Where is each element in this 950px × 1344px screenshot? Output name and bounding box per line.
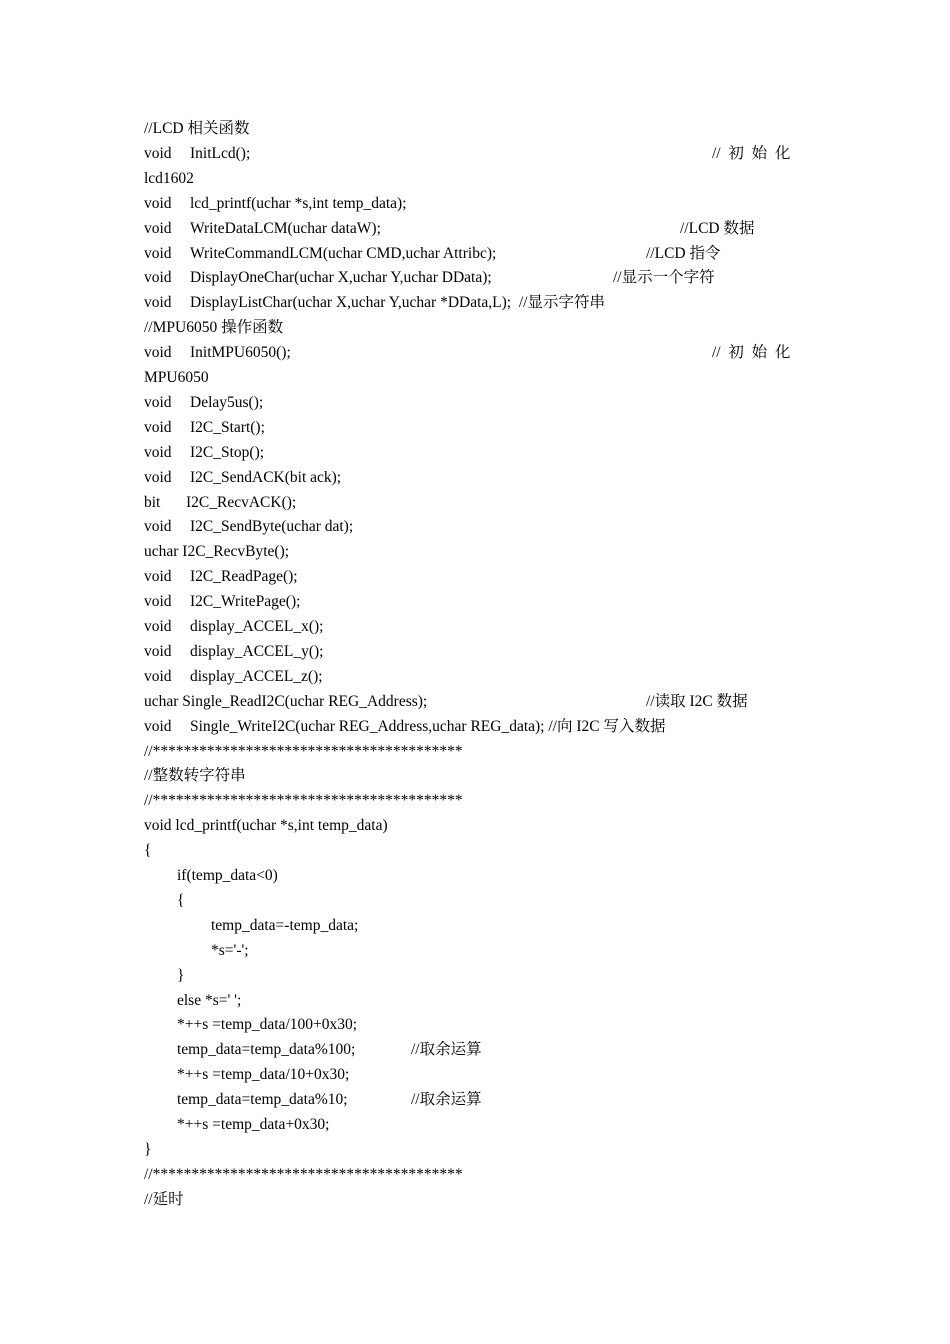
code-line <box>0 788 950 813</box>
code-line <box>0 1087 950 1112</box>
code-line <box>0 639 950 664</box>
code-line <box>0 888 950 913</box>
code-line <box>0 988 950 1013</box>
code-line-kw: void <box>144 618 172 635</box>
code-line-i2: *s='-'; <box>211 941 249 959</box>
code-line-kw: void <box>144 593 172 611</box>
code-line-fn: lcd_printf(uchar *s,int temp_data); <box>190 194 407 212</box>
code-line-fn: DisplayOneChar(uchar X,uchar Y,uchar DData); <box>190 269 492 287</box>
code-line-kw: void <box>144 642 172 660</box>
code-line <box>0 365 950 390</box>
code-line-fn: I2C_Start(); <box>190 418 265 436</box>
code-line-i1: if(temp_data<0) <box>177 867 278 884</box>
code-line <box>0 963 950 988</box>
code-line <box>0 589 950 614</box>
code-line <box>0 1012 950 1037</box>
code-line-inl: //取余运算 <box>411 1091 482 1109</box>
code-line <box>0 1187 950 1212</box>
code-line-i2: temp_data=-temp_data; <box>211 916 359 934</box>
code-line-cm: // 初 始 化 <box>712 344 791 362</box>
code-line-fn: InitLcd(); <box>190 144 251 162</box>
code-line-fn: I2C_SendByte(uchar dat); <box>190 518 354 536</box>
code-line-fn: I2C_SendACK(bit ack); <box>190 468 342 486</box>
code-line-t: //延时 <box>144 1190 184 1208</box>
code-line-t: //**************************************** <box>144 792 463 810</box>
code-line <box>0 664 950 689</box>
code-line-t: uchar I2C_RecvByte(); <box>144 543 290 561</box>
code-line <box>0 739 950 764</box>
code-line <box>0 465 950 490</box>
code-line <box>0 315 950 340</box>
code-line-fn: DisplayListChar(uchar X,uchar Y,uchar *DData,L); //显示字符串 <box>190 294 605 312</box>
code-line-t: uchar Single_ReadI2C(uchar REG_Address); <box>144 692 428 710</box>
code-line-fn: InitMPU6050(); <box>190 344 291 362</box>
code-line-fn: WriteCommandLCM(uchar CMD,uchar Attribc); <box>190 244 497 262</box>
code-line <box>0 564 950 589</box>
code-line-kw: void <box>144 294 172 312</box>
code-line-i1: temp_data=temp_data%10; <box>177 1091 348 1109</box>
code-line <box>0 440 950 465</box>
code-line <box>0 490 950 515</box>
code-line-cm: //读取 I2C 数据 <box>646 692 748 710</box>
code-line-kw: void <box>144 393 172 411</box>
code-line <box>0 1162 950 1187</box>
code-line-i1: } <box>177 966 185 984</box>
code-line-kw: void <box>144 443 172 461</box>
code-line-i1: *++s =temp_data/10+0x30; <box>177 1066 350 1084</box>
code-line-fn: Single_WriteI2C(uchar REG_Address,uchar REG_data); //向 I2C 写入数据 <box>190 717 666 735</box>
code-line-kw: void <box>144 418 172 436</box>
code-line-kw: void <box>144 344 172 362</box>
code-line <box>0 141 950 166</box>
code-line <box>0 838 950 863</box>
code-line-fn: display_ACCEL_x(); <box>190 618 324 635</box>
code-line-kw: void <box>144 518 172 536</box>
code-line <box>0 166 950 191</box>
code-line-t: //**************************************** <box>144 1165 463 1183</box>
code-line-kw: void <box>144 717 172 735</box>
code-line <box>0 913 950 938</box>
code-line-cm: //LCD 数据 <box>680 219 755 237</box>
code-line-t: MPU6050 <box>144 369 209 386</box>
code-line <box>0 938 950 963</box>
code-line-t: //MPU6050 操作函数 <box>144 319 284 337</box>
code-line-t: lcd1602 <box>144 169 194 187</box>
code-line-t: //**************************************** <box>144 742 463 760</box>
code-line-t: //整数转字符串 <box>144 767 246 785</box>
code-line-t: void lcd_printf(uchar *s,int temp_data) <box>144 817 388 835</box>
code-line <box>0 191 950 216</box>
code-line-fn: display_ACCEL_y(); <box>190 642 324 660</box>
code-line-fn: I2C_Stop(); <box>190 443 265 461</box>
code-line <box>0 714 950 739</box>
code-line-kw: void <box>144 568 172 586</box>
code-line-fn: I2C_RecvACK(); <box>186 493 297 511</box>
code-line-kw: void <box>144 219 172 237</box>
code-line-t: //LCD 相关函数 <box>144 120 250 137</box>
code-line <box>0 689 950 714</box>
code-line-fn: I2C_WritePage(); <box>190 593 301 611</box>
code-line-t: { <box>144 842 152 860</box>
code-line-i1: *++s =temp_data+0x30; <box>177 1116 330 1133</box>
code-line-kw: void <box>144 269 172 287</box>
code-line-cm: // 初 始 化 <box>712 144 791 162</box>
code-line-kw: void <box>144 144 172 162</box>
code-line-fn: I2C_ReadPage(); <box>190 568 298 586</box>
code-line-i1: else *s=' '; <box>177 991 242 1009</box>
code-line-i1: { <box>177 891 185 909</box>
code-line-i1: temp_data=temp_data%100; <box>177 1041 356 1059</box>
code-line <box>0 863 950 888</box>
code-line-fn: WriteDataLCM(uchar dataW); <box>190 219 381 237</box>
code-line <box>0 241 950 266</box>
code-line-kw: void <box>144 468 172 486</box>
code-line <box>0 1037 950 1062</box>
code-line <box>0 390 950 415</box>
code-line <box>0 514 950 539</box>
code-line <box>0 290 950 315</box>
code-line <box>0 813 950 838</box>
code-line-kw: void <box>144 194 172 212</box>
code-line-kw: bit <box>144 493 161 511</box>
code-line <box>0 415 950 440</box>
code-line-fn: Delay5us(); <box>190 393 264 411</box>
code-line-t: } <box>144 1140 152 1158</box>
code-line <box>0 763 950 788</box>
code-line-inl: //取余运算 <box>411 1041 482 1059</box>
code-line-kw: void <box>144 244 172 262</box>
code-line <box>0 1062 950 1087</box>
code-line <box>0 539 950 564</box>
code-line <box>0 340 950 365</box>
code-line-cm: //LCD 指令 <box>646 244 721 262</box>
code-line-fn: display_ACCEL_z(); <box>190 667 323 685</box>
code-line-kw: void <box>144 667 172 685</box>
code-line <box>0 614 950 639</box>
code-line-cm: //显示一个字符 <box>613 269 715 287</box>
code-line <box>0 216 950 241</box>
code-line-i1: *++s =temp_data/100+0x30; <box>177 1016 358 1034</box>
code-line <box>0 116 950 141</box>
code-line <box>0 1112 950 1137</box>
code-line <box>0 1137 950 1162</box>
code-line <box>0 265 950 290</box>
